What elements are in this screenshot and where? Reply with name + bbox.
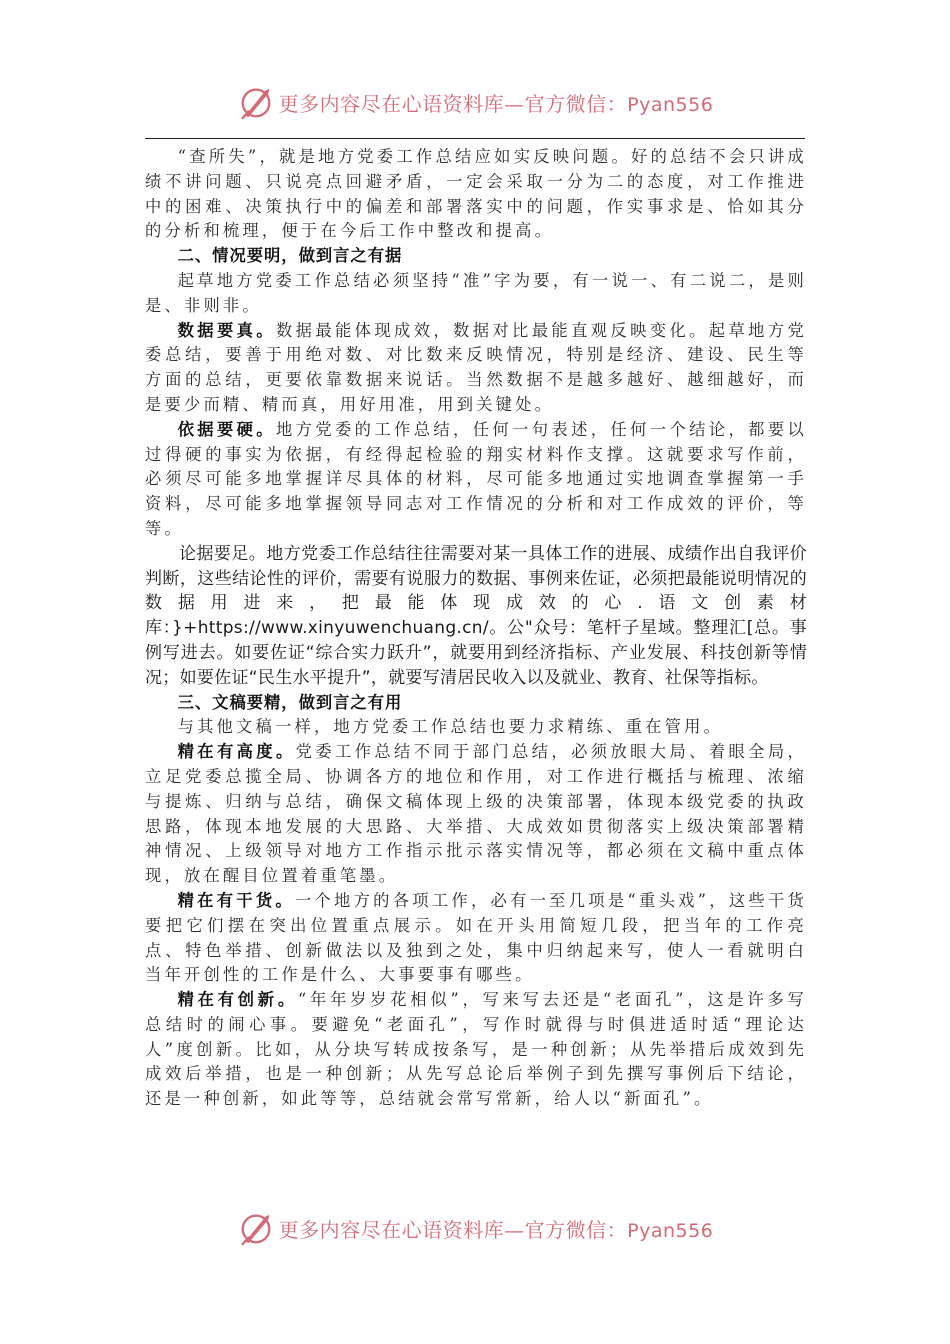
paragraph: 与其他文稿一样，地方党委工作总结也要力求精练、重在管用。 bbox=[177, 717, 724, 737]
paragraph-lead: 数据要真。 bbox=[177, 320, 276, 340]
quill-pen-logo-icon bbox=[237, 1209, 275, 1247]
banner-text: 更多内容尽在心语资料库—官方微信：Pyan556 bbox=[278, 91, 714, 116]
section-heading: 二、情况要明，做到言之有据 bbox=[177, 246, 403, 266]
paragraph: 精在有创新。“年年岁岁花相似”，写来写去还是“老面孔”，这是许多写总结时的闹心事。要避免“老面孔”，写作时就得与时俱进适时适“理论达人”度创新。比如，从分块写转成按条写，是一种创新；从先举措后成效到先成效后举措，也是一种创新；从先写总论后举例子到先撰写事例后下结论，还是一种创新，如此等等，总结就会常写常新，给人以“新面孔”。 bbox=[145, 990, 807, 1109]
footer-banner bbox=[0, 1206, 950, 1250]
paragraph-lead: 精在有高度。 bbox=[177, 742, 296, 762]
paragraph: 论据要足。地方党委工作总结往往需要对某一具体工作的进展、成绩作出自我评价判断，这些结论性的评价，需要有说服力的数据、事例来佐证，必须把最能说明情况的数据用进来，把最能体现成效的心.语文创素材库：}+https://www.xinyuwenchuang.cn/。公"众号：笔杆子星域。整理汇[总。事例写进去。如要佐证“综合实力跃升”，就要用到经济指标、产业发展、科技创新等情况；如要佐证“民生水平提升”，就要写清居民收入以及就业、教育、社保等指标。 bbox=[145, 543, 807, 688]
document-body bbox=[145, 145, 807, 1112]
paragraph-lead: 依据要硬。 bbox=[177, 419, 276, 439]
paragraph: 依据要硬。地方党委的工作总结，任何一句表述，任何一个结论，都要以过得硬的事实为依据，有经得起检验的翔实材料作支撑。这就要求写作前，必须尽可能多地掌握详尽具体的材料，尽可能多地通过实地调查掌握第一手资料，尽可能多地掌握领导同志对工作情况的分析和对工作成效的评价，等等。 bbox=[145, 419, 807, 538]
banner-text: 更多内容尽在心语资料库—官方微信：Pyan556 bbox=[278, 1217, 714, 1242]
header-banner bbox=[0, 80, 950, 124]
paragraph: 数据要真。数据最能体现成效，数据对比最能直观反映变化。起草地方党委总结，要善于用绝对数、对比数来反映情况，特别是经济、建设、民生等方面的总结，更要依靠数据来说话。当然数据不是越多越好、越细越好，而是要少而精、精而真，用好用准，用到关键处。 bbox=[145, 320, 807, 414]
paragraph: 精在有高度。党委工作总结不同于部门总结，必须放眼大局、着眼全局，立足党委总揽全局、协调各方的地位和作用，对工作进行概括与梳理、浓缩与提炼、归纳与总结，确保文稿体现上级的决策部署，体现本级党委的执政思路，体现本地发展的大思路、大举措、大成效如贯彻落实上级决策部署精神情况、上级领导对地方工作指示批示落实情况等，都必须在文稿中重点体现，放在醒目位置着重笔墨。 bbox=[145, 742, 808, 886]
header-divider bbox=[145, 138, 805, 139]
section-heading: 三、文稿要精，做到言之有用 bbox=[177, 692, 403, 712]
paragraph: 精在有干货。一个地方的各项工作，必有一至几项是“重头戏”，这些干货要把它们摆在突出位置重点展示。如在开头用简短几段，把当年的工作亮点、特色举措、创新做法以及独到之处，集中归纳起来写，使人一看就明白当年开创性的工作是什么、大事要事有哪些。 bbox=[145, 890, 807, 985]
paragraph-lead: 精在有创新。 bbox=[177, 990, 298, 1010]
paragraph: “查所失”，就是地方党委工作总结应如实反映问题。好的总结不会只讲成绩不讲问题、只说亮点回避矛盾，一定会采取一分为二的态度，对工作推进中的困难、决策执行中的偏差和部署落实中的问题，作实事求是、恰如其分的分析和梳理，便于在今后工作中整改和提高。 bbox=[145, 147, 807, 241]
paragraph-lead: 精在有干货。 bbox=[177, 890, 295, 910]
paragraph: 起草地方党委工作总结必须坚持“准”字为要，有一说一、有二说二，是则是、非则非。 bbox=[145, 270, 807, 315]
quill-pen-logo-icon bbox=[237, 83, 275, 121]
